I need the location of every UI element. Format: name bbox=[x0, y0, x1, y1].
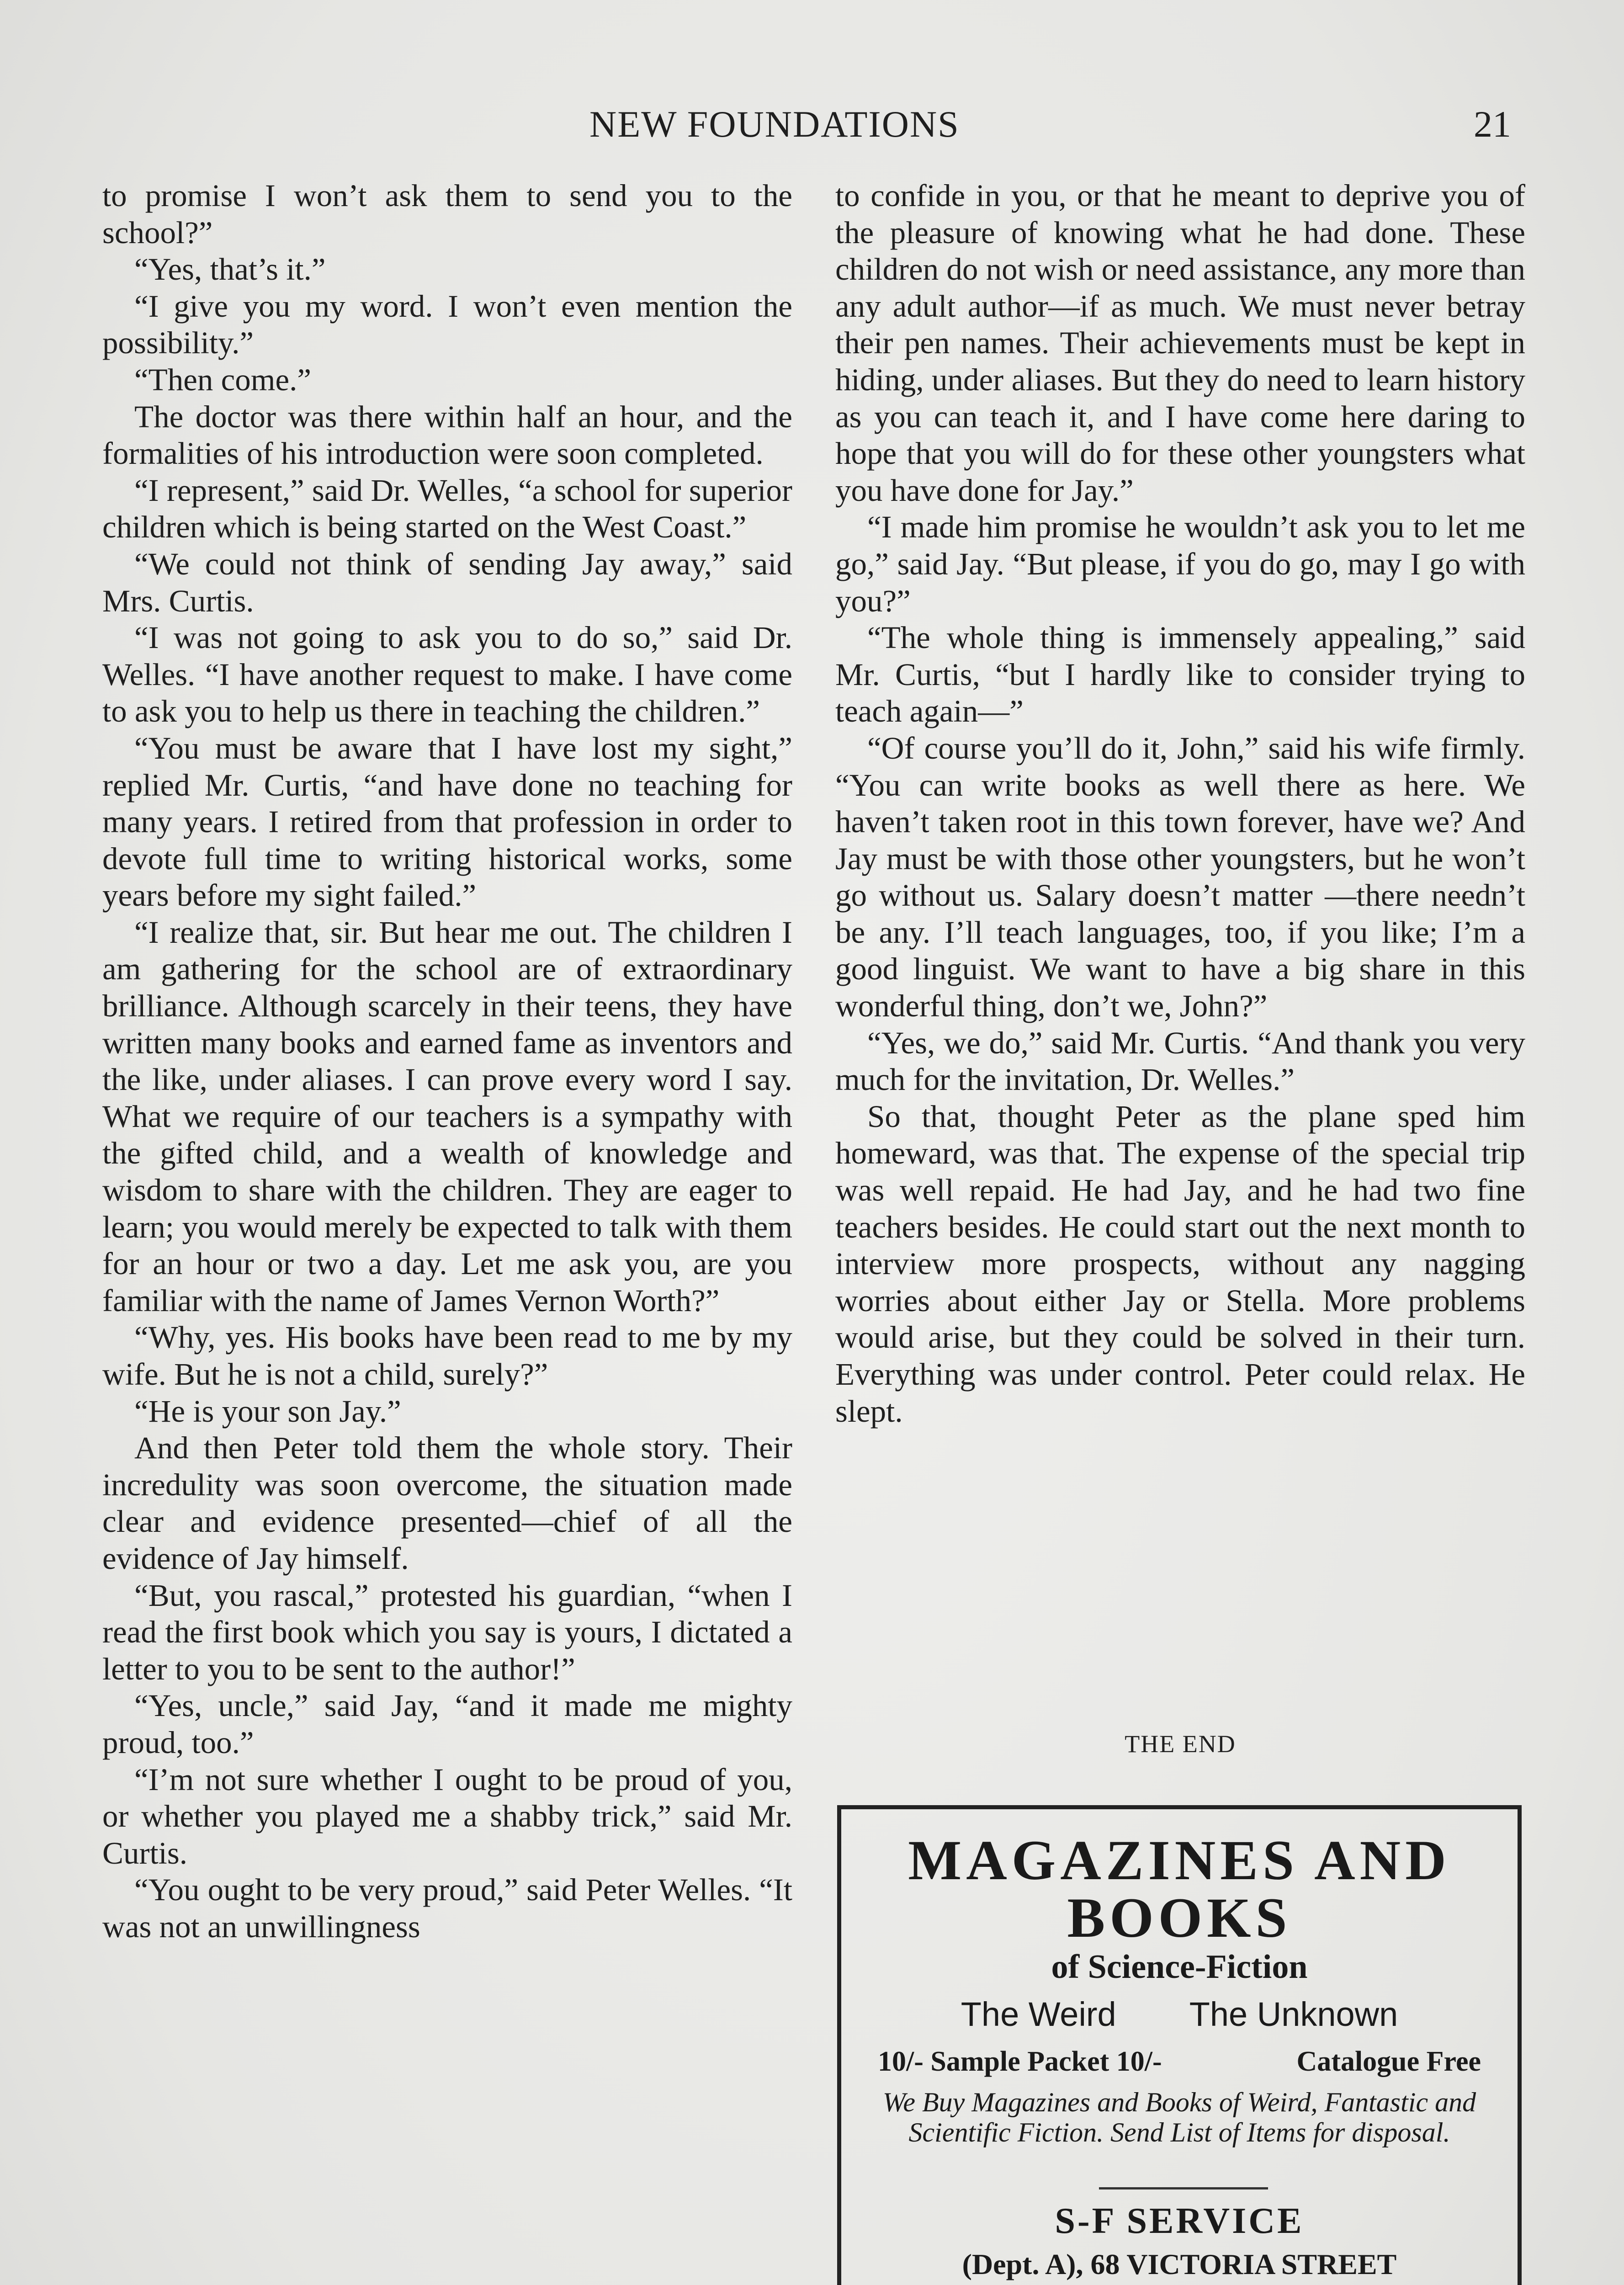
paragraph: “Yes, we do,” said Mr. Curtis. “And thank you very much for the invitation, Dr. Welles.” bbox=[835, 1025, 1525, 1097]
paragraph: “I was not going to ask you to do so,” said Dr. Welles. “I have another request to make. I have come to ask you to help us there in teaching the children.” bbox=[102, 620, 792, 729]
right-text-column bbox=[835, 177, 1525, 1429]
paragraph: “Yes, that’s it.” bbox=[134, 252, 326, 287]
ad-genre-unknown: The Unknown bbox=[1189, 1995, 1398, 2033]
paragraph: “He is your son Jay.” bbox=[134, 1393, 401, 1429]
ad-genres bbox=[841, 1995, 1518, 2034]
paragraph: And then Peter told them the whole story. Their incredulity was soon overcome, the situation made clear and evidence presented—chief of all the evidence of Jay himself. bbox=[102, 1430, 792, 1576]
paragraph: “Yes, uncle,” said Jay, “and it made me mighty proud, too.” bbox=[102, 1688, 792, 1760]
paragraph: The doctor was there within half an hour, and the formalities of his introduction were soon completed. bbox=[102, 399, 792, 471]
advertisement-box bbox=[837, 1805, 1522, 2285]
ad-sample-packet: 10/- Sample Packet 10/- bbox=[878, 2046, 1162, 2077]
paragraph: “Then come.” bbox=[134, 362, 311, 397]
ad-company-name: S-F SERVICE bbox=[1055, 2201, 1304, 2241]
paragraph: “But, you rascal,” protested his guardian, “when I read the first book which you say is yours, I dictated a letter to you to be sent to the author!” bbox=[102, 1578, 792, 1686]
paragraph: “I made him promise he wouldn’t ask you to let me go,” said Jay. “But please, if you do go, may I go with you?” bbox=[835, 510, 1525, 618]
paragraph: “I give you my word. I won’t even mention the possibility.” bbox=[102, 288, 792, 361]
story-end-marker: THE END bbox=[1125, 1730, 1236, 1758]
left-text-column bbox=[102, 177, 792, 1945]
ad-subtitle: of Science-Fiction bbox=[1051, 1948, 1308, 1986]
page-number: 21 bbox=[1474, 103, 1511, 145]
paragraph: “I realize that, sir. But hear me out. The children I am gathering for the school are of extraordinary brilliance. Although scarcely in their teens, they have written many books and earned fame as inventors and the like, under aliases. I can prove every word I say. What we require of our teachers is a sympathy with the gifted child, and a wealth of knowledge and wisdom to share with the children. They are eager to learn; you would merely be expected to talk with them for an hour or two a day. Let me ask you, are you familiar with the name of James Vernon Worth?” bbox=[102, 914, 792, 1318]
paragraph: “You must be aware that I have lost my sight,” replied Mr. Curtis, “and have done no teaching for many years. I retired from that profession in order to devote full time to writing historical works, some years before my sight failed.” bbox=[102, 730, 792, 913]
paragraph: So that, thought Peter as the plane sped him homeward, was that. The expense of the special trip was well repaid. He had Jay, and he had two fine teachers besides. He could start out the next month to interview more prospects, without any nagging worries about either Jay or Stella. More problems would arise, but they could be solved in their turn. Everything was under control. Peter could relax. He slept. bbox=[835, 1099, 1525, 1429]
ad-divider bbox=[1099, 2187, 1268, 2189]
paragraph: “Why, yes. His books have been read to me by my wife. But he is not a child, surely?” bbox=[102, 1320, 792, 1392]
ad-genre-weird: The Weird bbox=[961, 1995, 1116, 2033]
ad-catalogue: Catalogue Free bbox=[1296, 2046, 1481, 2077]
paragraph: “You ought to be very proud,” said Peter Welles. “It was not an unwillingness bbox=[102, 1872, 792, 1944]
ad-title-line-2: BOOKS bbox=[1067, 1886, 1292, 1949]
paragraph: “I’m not sure whether I ought to be proud of you, or whether you played me a shabby trick,” said Mr. Curtis. bbox=[102, 1762, 792, 1871]
running-title: NEW FOUNDATIONS bbox=[589, 103, 960, 145]
paragraph: to confide in you, or that he meant to deprive you of the pleasure of knowing what he had done. These children do not wish or need assistance, any more than any adult author—if as much. We must never betray their pen names. Their achievements must be kept in hiding, under aliases. But they do need to learn history as you can teach it, and I have come here daring to hope that you will do for these other youngsters what you have done for Jay.” bbox=[835, 178, 1525, 508]
ad-title-line-1: MAGAZINES AND bbox=[908, 1829, 1451, 1892]
paragraph: “We could not think of sending Jay away,” said Mrs. Curtis. bbox=[102, 546, 792, 618]
paragraph: “I represent,” said Dr. Welles, “a school for superior children which is being started on the West Coast.” bbox=[102, 473, 792, 545]
paragraph: “The whole thing is immensely appealing,” said Mr. Curtis, “but I hardly like to consider trying to teach again—” bbox=[835, 620, 1525, 729]
paragraph: to promise I won’t ask them to send you to the school?” bbox=[102, 178, 792, 250]
ad-buy-notice: We Buy Magazines and Books of Weird, Fantastic and Scientific Fiction. Send List of Items for disposal. bbox=[882, 2087, 1476, 2147]
paragraph: “Of course you’ll do it, John,” said his wife firmly. “You can write books as well there as here. We haven’t taken root in this town forever, have we? And Jay must be with those other youngsters, but he won’t go without us. Salary doesn’t matter —there needn’t be any. I’ll teach languages, too, if you like; I’m a good linguist. We want to have a big share in this wonderful thing, don’t we, John?” bbox=[835, 730, 1525, 1024]
page-header bbox=[0, 103, 1624, 153]
ad-street-address: (Dept. A), 68 VICTORIA STREET bbox=[962, 2248, 1397, 2280]
